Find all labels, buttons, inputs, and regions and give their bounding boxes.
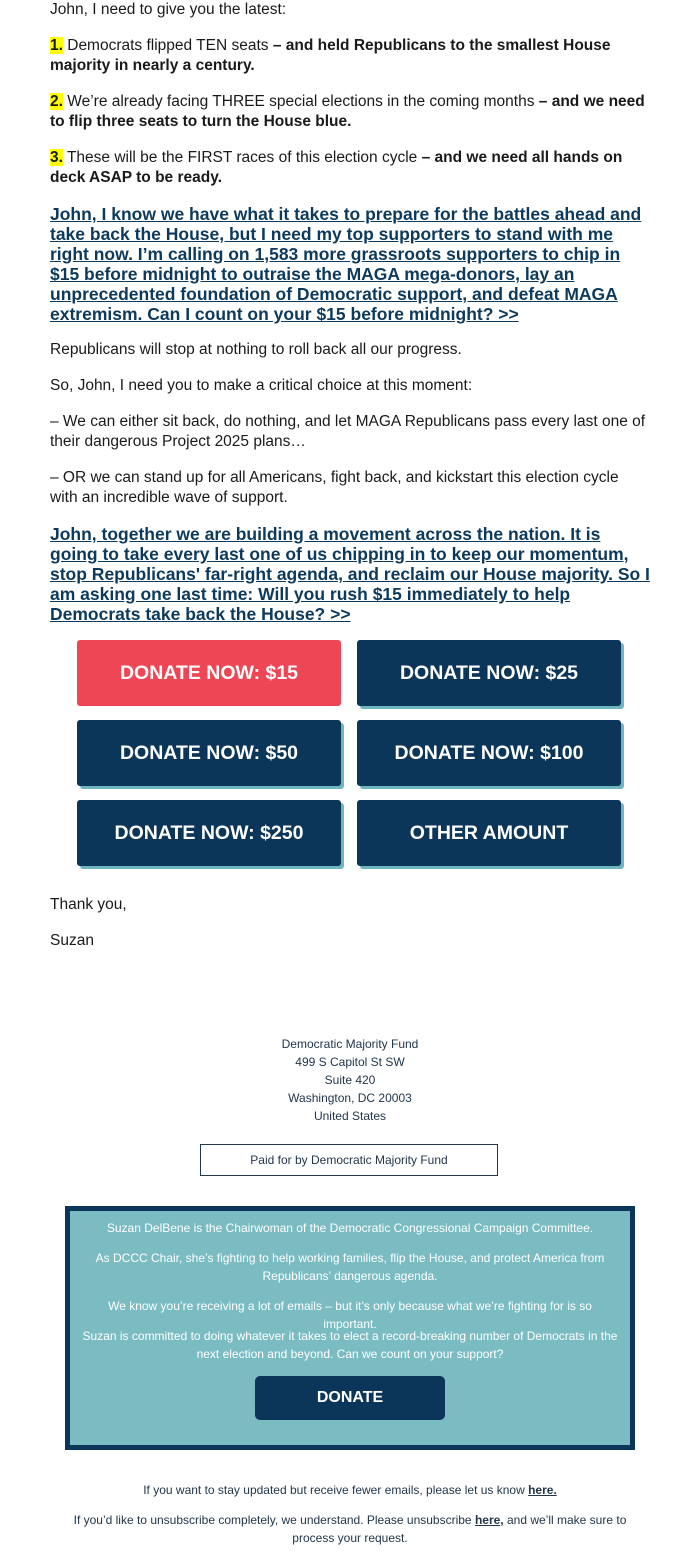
point-text: Democrats flipped TEN seats	[62, 37, 273, 54]
unsubscribe-text: If you’d like to unsubscribe completely, we understand. Please unsubscribe	[73, 1513, 475, 1527]
footer-address	[0, 1035, 700, 1125]
address-line: United States	[313, 1109, 387, 1123]
bio-paragraph: We know you’re receiving a lot of emails – but it’s only because what we’re fighting for is so important.	[108, 1299, 592, 1331]
unsubscribe-notice	[60, 1511, 640, 1547]
donate-250-button[interactable]: DONATE NOW: $250	[77, 800, 341, 866]
point-3	[50, 148, 650, 188]
signoff-name: Suzan	[50, 932, 94, 949]
paid-for-disclaimer: Paid for by Democratic Majority Fund	[200, 1144, 498, 1176]
address-line: Suite 420	[324, 1073, 376, 1087]
donate-15-button[interactable]: DONATE NOW: $15	[77, 640, 341, 706]
point-text: We’re already facing THREE special elections in the coming months	[62, 93, 539, 110]
bio-paragraph: Suzan is committed to doing whatever it takes to elect a record-breaking number of Democrats in the next election and beyond. Can we count on your support?	[82, 1329, 618, 1361]
signoff-thanks: Thank you,	[50, 896, 127, 913]
donate-button[interactable]: DONATE	[255, 1376, 445, 1420]
paragraph-republicans: Republicans will stop at nothing to roll back all our progress.	[50, 341, 462, 358]
bio-paragraph: Suzan DelBene is the Chairwoman of the Democratic Congressional Campaign Committee.	[106, 1221, 594, 1235]
point-number: 2.	[50, 93, 63, 110]
point-number: 3.	[50, 149, 63, 166]
paragraph-option-2: – OR we can stand up for all Americans, fight back, and kickstart this election cycle with an incredible wave of support.	[50, 469, 619, 506]
point-bold-text: – and we need to flip three seats to turn the House blue.	[50, 93, 645, 130]
donate-100-button[interactable]: DONATE NOW: $100	[357, 720, 621, 786]
unsubscribe-link[interactable]: here,	[474, 1513, 504, 1527]
paragraph-choice: So, John, I need you to make a critical choice at this moment:	[50, 377, 473, 394]
donate-link-1[interactable]: John, I know we have what it takes to prepare for the battles ahead and take back the House, but I need my top supporters to stand with me right now. I’m calling on 1,583 more grassroots supporters to chip in $15 before midnight to outraise the MAGA mega-donors, lay an unprecedented foundation of Democratic support, and defeat MAGA extremism. Can I count on your $15 before midnight? >>	[50, 204, 642, 324]
chair-bio-box	[65, 1206, 635, 1450]
point-1	[50, 36, 650, 76]
point-2	[50, 92, 650, 132]
address-line: Democratic Majority Fund	[281, 1037, 419, 1051]
fewer-emails-text: If you want to stay updated but receive fewer emails, please let us know	[143, 1483, 529, 1497]
unsubscribe-text-end: and we’ll make sure to process your request.	[292, 1513, 627, 1545]
point-text: These will be the FIRST races of this election cycle	[62, 149, 422, 166]
point-bold-text: – and we need all hands on deck ASAP to be ready.	[50, 149, 623, 186]
fewer-emails-notice	[60, 1481, 640, 1499]
bio-paragraph: As DCCC Chair, she’s fighting to help working families, flip the House, and protect America from Republicans’ dangerous agenda.	[95, 1251, 605, 1283]
intro-line: John, I need to give you the latest:	[50, 1, 287, 18]
point-bold-text: – and held Republicans to the smallest House majority in nearly a century.	[50, 37, 611, 74]
other-amount-button[interactable]: OTHER AMOUNT	[357, 800, 621, 866]
donate-link-2[interactable]: John, together we are building a movement across the nation. It is going to take every last one of us chipping in to keep our momentum, stop Republicans' far-right agenda, and reclaim our House majority. So I am asking one last time: Will you rush $15 immediately to help Democrats take back the House? >>	[50, 524, 650, 624]
address-line: 499 S Capitol St SW	[295, 1055, 405, 1069]
address-line: Washington, DC 20003	[288, 1091, 412, 1105]
donate-50-button[interactable]: DONATE NOW: $50	[77, 720, 341, 786]
donate-25-button[interactable]: DONATE NOW: $25	[357, 640, 621, 706]
fewer-emails-link[interactable]: here.	[528, 1483, 557, 1497]
paragraph-option-1: – We can either sit back, do nothing, and let MAGA Republicans pass every last one of their dangerous Project 2025 plans…	[50, 413, 646, 450]
point-number: 1.	[50, 37, 63, 54]
